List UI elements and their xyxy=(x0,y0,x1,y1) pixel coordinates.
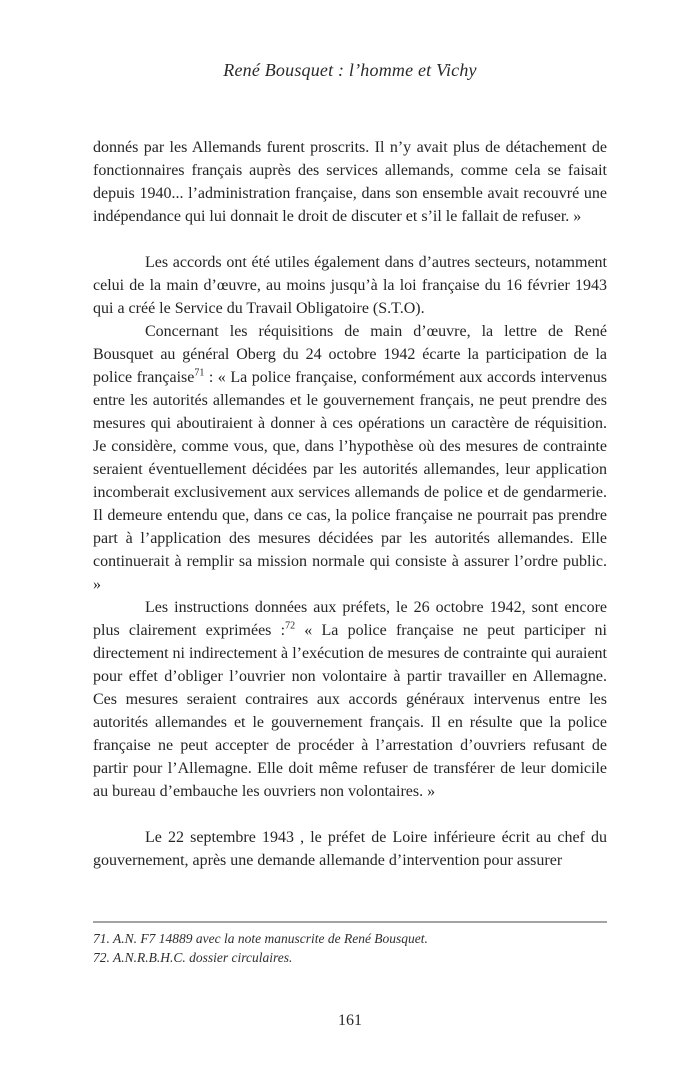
paragraph: Les accords ont été utiles également dans d’autres secteurs, notamment celui de la main d’œuvre, au moins jusqu’à la loi française du 16 février 1943 qui a créé le Service du Travail Obligatoire (S.T.O). xyxy=(93,254,607,317)
page-number: 161 xyxy=(338,1012,362,1029)
paragraph: donnés par les Allemands furent proscrits. Il n’y avait plus de détachement de fonctionnaires français auprès des services allemands, comme cela se faisait depuis 1940... l’administration française, dans son ensemble avait recouvré une indépendance qui lui donnait le droit de discuter et s’il le fallait de refuser. » xyxy=(93,139,607,225)
footnote: 71. A.N. F7 14889 avec la note manuscrite de René Bousquet. xyxy=(93,931,428,946)
footnote-reference: 71 xyxy=(194,367,205,379)
paragraph: Les instructions données aux préfets, le 26 octobre 1942, sont encore plus clairement exprimées :$^{72}$ « La police française ne peut participer ni directement ni indirectement à l’exécution de mesures de contrainte qui auraient pour effet d’obliger l’ouvrier non volontaire à partir travailler en Allemagne. Ces mesures seraient contraires aux accords généraux intervenus entre les autorités allemandes et le gouvernement français. Il en résulte que la police française ne peut accepter de procéder à l’arrestation d’ouvriers refusant de partir pour l’Allemagne. Elle doit même refuser de transférer de leur domicile au bureau d’embauche les ouvriers non volontaires. » xyxy=(93,599,608,800)
footnote-divider xyxy=(93,921,607,923)
footnote-reference: 72 xyxy=(285,620,296,632)
paragraph: Le 22 septembre 1943 , le préfet de Loire inférieure écrit au chef du gouvernement, après une demande allemande d’intervention pour assurer xyxy=(93,829,607,869)
paragraph: Concernant les réquisitions de main d’œuvre, la lettre de René Bousquet au général Oberg du 24 octobre 1942 écarte la participation de la police française$^{71}$ : « La police française, conformément aux accords intervenus entre les autorités allemandes et le gouvernement français, ne peut prendre des mesures qui aboutiraient à donner à ces opérations un caractère de réquisition. Je considère, comme vous, que, dans l’hypothèse où des mesures de contrainte seraient éventuellement décidées par les autorités allemandes, leur application incomberait exclusivement aux services allemands de police et de gendarmerie. Il demeure entendu que, dans ce cas, la police française ne pourrait pas prendre part à l’application des mesures décidées par les autorités allemandes. Elle continuerait à remplir sa mission normale qui consiste à assurer l’ordre public. » xyxy=(93,323,607,593)
footnotes xyxy=(93,929,607,967)
footnote: 72. A.N.R.B.H.C. dossier circulaires. xyxy=(93,950,293,965)
body-paragraphs xyxy=(93,136,607,872)
running-header: René Bousquet : l’homme et Vichy xyxy=(223,60,477,80)
